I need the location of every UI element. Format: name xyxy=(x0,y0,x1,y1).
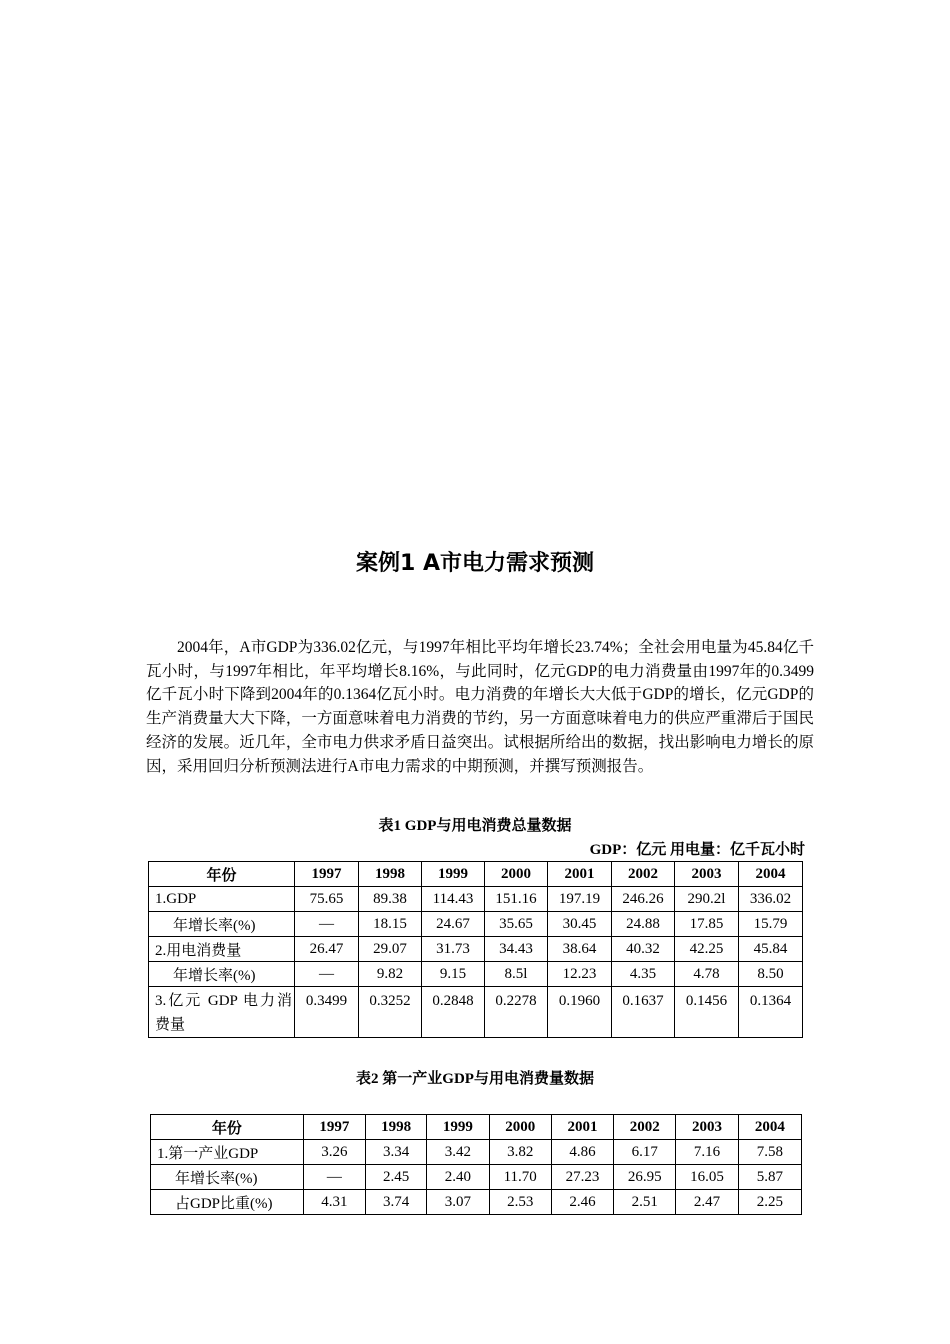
header-cell: 2004 xyxy=(738,1115,801,1140)
table-cell: 8.50 xyxy=(739,962,803,987)
page-title: 案例1 A市电力需求预测 xyxy=(356,551,594,576)
table-row xyxy=(151,1140,802,1165)
table-cell: 24.88 xyxy=(612,912,675,937)
table-cell: 26.47 xyxy=(295,937,359,962)
header-cell: 1998 xyxy=(365,1115,426,1140)
table-row xyxy=(149,987,803,1038)
header-cell: 1999 xyxy=(422,862,485,887)
header-cell: 1998 xyxy=(359,862,422,887)
table-row xyxy=(149,912,803,937)
table-cell: 3.26 xyxy=(303,1140,365,1165)
table-cell: 35.65 xyxy=(485,912,548,937)
table-cell: 7.16 xyxy=(676,1140,738,1165)
table-cell: 29.07 xyxy=(359,937,422,962)
table-cell: 17.85 xyxy=(675,912,739,937)
header-cell: 2003 xyxy=(675,862,739,887)
header-cell: 2000 xyxy=(485,862,548,887)
table-cell: 5.87 xyxy=(738,1165,801,1190)
intro-paragraph: 2004年，A市GDP为336.02亿元，与1997年相比平均年增长23.74%；全社会用电量为45.84亿千瓦小时，与1997年相比，年平均增长8.16%，与此同时，亿元GDP的电力消费量由1997年的0.3499亿千瓦小时下降到2004年的0.1364亿瓦小时。电力消费的年增长大大低于GDP的增长，亿元GDP的生产消费量大大下降，一方面意味着电力消费的节约，另一方面意味着电力的供应严重滞后于国民经济的发展。近几年，全市电力供求矛盾日益突出。试根据所给出的数据，找出影响电力增长的原因，采用回归分析预测法进行A市电力需求的中期预测，并撰写预测报告。 xyxy=(146,639,814,775)
table-cell: 27.23 xyxy=(551,1165,613,1190)
table-cell: 18.15 xyxy=(359,912,422,937)
table-cell: 2.40 xyxy=(427,1165,489,1190)
table-cell: — xyxy=(295,912,359,937)
table-cell: 246.26 xyxy=(612,887,675,912)
table-cell: 2.45 xyxy=(365,1165,426,1190)
table-cell: — xyxy=(303,1165,365,1190)
table-cell: 0.2848 xyxy=(422,987,485,1038)
table-cell: 38.64 xyxy=(548,937,612,962)
table-cell: 2.51 xyxy=(614,1190,676,1215)
table-cell: 24.67 xyxy=(422,912,485,937)
table-cell: 15.79 xyxy=(739,912,803,937)
table-row xyxy=(151,1165,802,1190)
table-cell: 151.16 xyxy=(485,887,548,912)
header-cell: 年份 xyxy=(149,862,295,887)
table-cell: 9.15 xyxy=(422,962,485,987)
table-cell: 3.34 xyxy=(365,1140,426,1165)
primary-industry-table xyxy=(150,1114,802,1215)
table-cell: 8.5l xyxy=(485,962,548,987)
table-cell: 336.02 xyxy=(739,887,803,912)
table-cell: 4.86 xyxy=(551,1140,613,1165)
header-cell: 1997 xyxy=(295,862,359,887)
table-cell: 4.78 xyxy=(675,962,739,987)
table-cell: 34.43 xyxy=(485,937,548,962)
row-label: 1.第一产业GDP xyxy=(151,1140,304,1165)
table-cell: 7.58 xyxy=(738,1140,801,1165)
table-cell: 0.3499 xyxy=(295,987,359,1038)
table-cell: 197.19 xyxy=(548,887,612,912)
table2-caption: 表2 第一产业GDP与用电消费量数据 xyxy=(356,1071,594,1087)
table-cell: 0.3252 xyxy=(359,987,422,1038)
gdp-electricity-table xyxy=(148,861,803,1038)
table1-caption: 表1 GDP与用电消费总量数据 xyxy=(378,818,572,834)
table-row xyxy=(149,962,803,987)
table-cell: 114.43 xyxy=(422,887,485,912)
table-cell: 40.32 xyxy=(612,937,675,962)
row-label: 年增长率(%) xyxy=(149,912,295,937)
row-label: 年增长率(%) xyxy=(151,1165,304,1190)
table-cell: 12.23 xyxy=(548,962,612,987)
table-cell: 2.25 xyxy=(738,1190,801,1215)
table-cell: 89.38 xyxy=(359,887,422,912)
table-cell: 4.35 xyxy=(612,962,675,987)
table-cell: — xyxy=(295,962,359,987)
table-cell: 42.25 xyxy=(675,937,739,962)
table-cell: 4.31 xyxy=(303,1190,365,1215)
table-cell: 30.45 xyxy=(548,912,612,937)
row-label: 2.用电消费量 xyxy=(149,937,295,962)
row-label: 1.GDP xyxy=(149,887,295,912)
table-cell: 16.05 xyxy=(676,1165,738,1190)
row-label: 3.亿元 GDP 电力消费量 xyxy=(149,987,295,1038)
table-cell: 0.1960 xyxy=(548,987,612,1038)
table-cell: 2.47 xyxy=(676,1190,738,1215)
header-cell: 1999 xyxy=(427,1115,489,1140)
table-cell: 0.1456 xyxy=(675,987,739,1038)
table-cell: 26.95 xyxy=(614,1165,676,1190)
table-cell: 2.46 xyxy=(551,1190,613,1215)
table-cell: 0.1637 xyxy=(612,987,675,1038)
table-cell: 3.74 xyxy=(365,1190,426,1215)
table-cell: 9.82 xyxy=(359,962,422,987)
table1-unit-note: GDP：亿元 用电量：亿千瓦小时 xyxy=(589,842,805,858)
header-cell: 2002 xyxy=(612,862,675,887)
header-cell: 2002 xyxy=(614,1115,676,1140)
table-cell: 3.42 xyxy=(427,1140,489,1165)
table-cell: 3.82 xyxy=(489,1140,551,1165)
table-cell: 290.2l xyxy=(675,887,739,912)
table-cell: 11.70 xyxy=(489,1165,551,1190)
table-row xyxy=(151,1190,802,1215)
table-cell: 31.73 xyxy=(422,937,485,962)
header-cell: 2004 xyxy=(739,862,803,887)
table-cell: 75.65 xyxy=(295,887,359,912)
table-cell: 0.2278 xyxy=(485,987,548,1038)
header-cell: 2001 xyxy=(551,1115,613,1140)
header-cell: 年份 xyxy=(151,1115,304,1140)
table-cell: 3.07 xyxy=(427,1190,489,1215)
row-label: 占GDP比重(%) xyxy=(151,1190,304,1215)
table-header-row xyxy=(151,1115,802,1140)
table-cell: 45.84 xyxy=(739,937,803,962)
header-cell: 2001 xyxy=(548,862,612,887)
header-cell: 1997 xyxy=(303,1115,365,1140)
header-cell: 2003 xyxy=(676,1115,738,1140)
row-label: 年增长率(%) xyxy=(149,962,295,987)
table-cell: 2.53 xyxy=(489,1190,551,1215)
table-cell: 6.17 xyxy=(614,1140,676,1165)
table-cell: 0.1364 xyxy=(739,987,803,1038)
table-row xyxy=(149,937,803,962)
table-row xyxy=(149,887,803,912)
table-header-row xyxy=(149,862,803,887)
header-cell: 2000 xyxy=(489,1115,551,1140)
